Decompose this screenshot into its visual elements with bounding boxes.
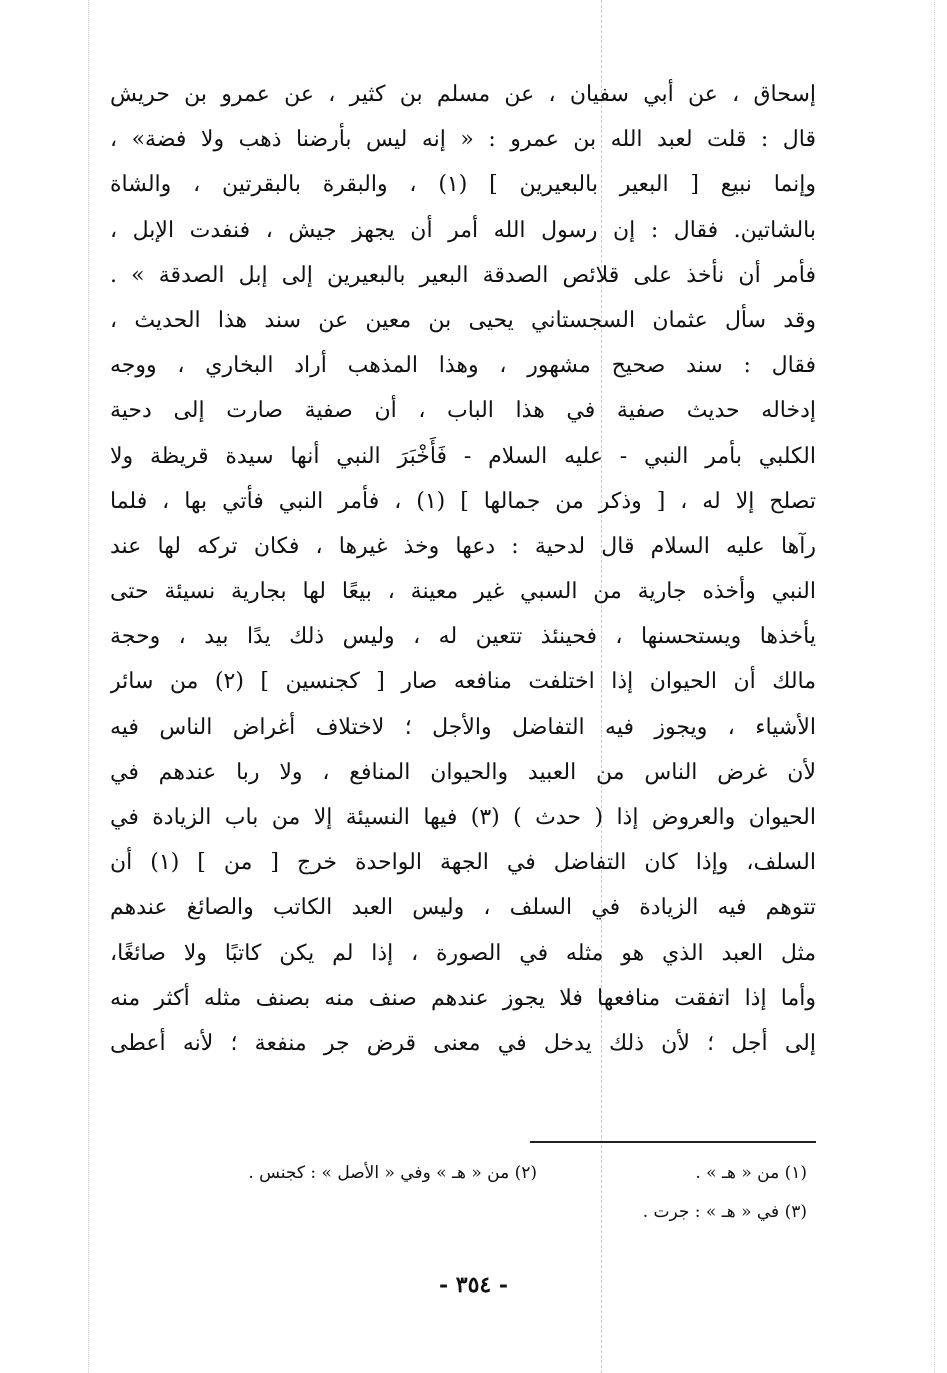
text-line: لأن غرض الناس من العبيد والحيوان المنافع ، ولا ربا عندهم في <box>110 759 816 785</box>
text-line: تصلح إلا له ، [ وذكر من جمالها ] (١) ، فأمر النبي فأتي بها ، فلما <box>110 488 816 514</box>
scan-edge-left <box>88 0 89 1373</box>
footnote-separator <box>530 1141 816 1143</box>
text-line: وإنما نبيع [ البعير بالبعيرين ] (١) ، والبقرة بالبقرتين ، والشاة <box>110 172 816 198</box>
text-line: وقد سأل عثمان السجستاني يحيى بن معين عن سند هذا الحديث ، <box>110 307 816 333</box>
text-line: رآها عليه السلام قال لدحية : دعها وخذ غيرها ، فكان تركه لها عند <box>110 533 816 559</box>
text-line: وأما إذا اتفقت منافعها فلا يجوز عندهم صنف منه بصنف مثله أكثر منه <box>110 985 816 1011</box>
text-line: يأخذها ويستحسنها ، فحينئذ تتعين له ، وليس ذلك يدًا بيد ، وحجة <box>110 624 816 650</box>
text-line: قال : قلت لعبد الله بن عمرو : « إنه ليس بأرضنا ذهب ولا فضة» ، <box>110 127 816 153</box>
footnote-3: (٣) في « هـ » : جرت . <box>642 1202 807 1222</box>
text-line: مثل العبد الذي هو مثله في الصورة ، إذا لم يكن كاتبًا ولا صائغًا، <box>110 940 816 966</box>
text-line: الكلبي بأمر النبي - عليه السلام - فَأَخْبَرَ النبي أنها سيدة قريظة ولا <box>110 443 816 469</box>
text-line: السلف، وإذا كان التفاضل في الجهة الواحدة خرج [ من ] (١) أن <box>110 850 816 876</box>
footnote-1: (١) من « هـ » . <box>695 1163 807 1183</box>
text-line: الأشياء ، ويجوز فيه التفاضل والأجل ؛ لاختلاف أغراض الناس فيه <box>110 714 816 740</box>
text-line: إدخاله حديث صفية في هذا الباب ، أن صفية صارت إلى دحية <box>110 398 816 424</box>
text-line: النبي وأخذه جارية من السبي غير معينة ، بيعًا لها بجارية نسيئة حتى <box>110 579 816 605</box>
footnote-2: (٢) من « هـ » وفي « الأصل » : كجنس . <box>248 1163 537 1183</box>
text-line: فأمر أن نأخذ على قلائص الصدقة البعير بالبعيرين إلى إبل الصدقة » . <box>110 262 816 288</box>
text-line: إلى أجل ؛ لأن ذلك يدخل في معنى قرض جر منفعة ؛ لأنه أعطى <box>110 1030 816 1056</box>
text-line: الحيوان والعروض إذا ( حدث ) (٣) فيها النسيئة إلا من باب الزيادة في <box>110 805 816 830</box>
text-line: تتوهم فيه الزيادة في السلف ، وليس العبد الكاتب والصائغ عندهم <box>110 895 816 921</box>
text-line: إسحاق ، عن أبي سفيان ، عن مسلم بن كثير ، عن عمرو بن حريش <box>110 82 816 107</box>
page-number: - ٣٥٤ - <box>438 1272 509 1298</box>
main-text <box>110 72 816 1066</box>
text-line: مالك أن الحيوان إذا اختلفت منافعه صار [ كجنسين ] (٢) من سائر <box>110 669 816 695</box>
text-line: فقال : سند صحيح مشهور ، وهذا المذهب أراد البخاري ، ووجه <box>110 353 816 379</box>
scan-edge-right <box>934 0 935 1373</box>
text-line: بالشاتين. فقال : إن رسول الله أمر أن يجهز جيش ، فنفدت الإبل ، <box>110 217 816 243</box>
